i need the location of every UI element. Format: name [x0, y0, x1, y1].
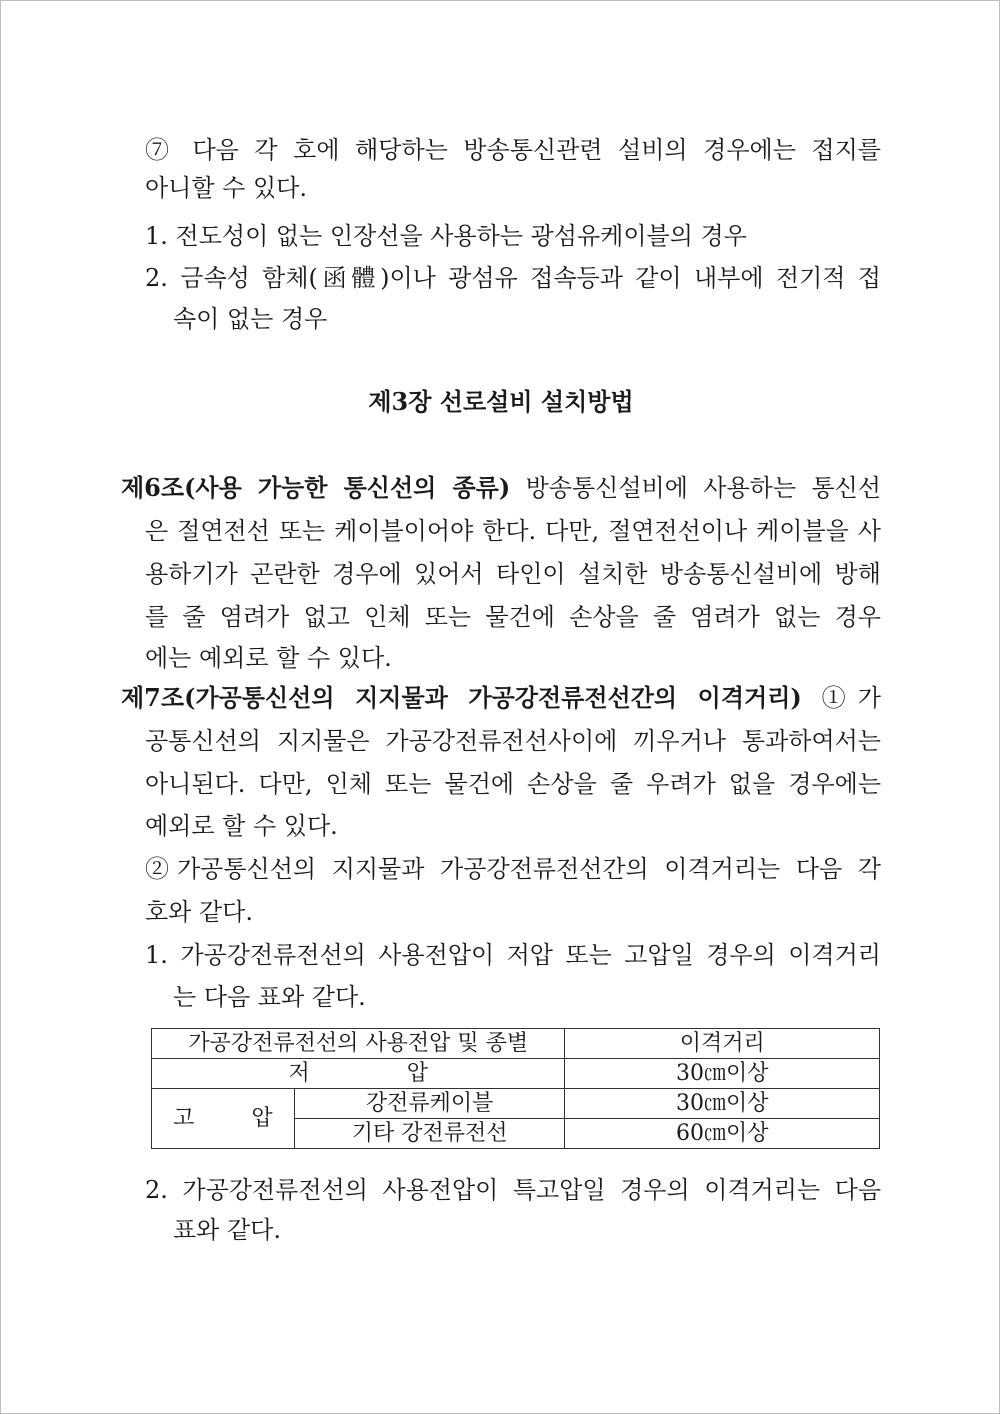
para7-item1: 1. 전도성이 없는 인장선을 사용하는 광섬유케이블의 경우	[145, 222, 747, 250]
article6-line2: 은 절연전선 또는 케이블이어야 한다. 다만, 절연전선이나 케이블을 사	[145, 517, 881, 545]
table-row	[152, 1089, 880, 1119]
article7-item1-line2: 는 다음 표와 같다.	[173, 983, 366, 1011]
table-cell-cable-distance: 30㎝이상	[565, 1089, 880, 1119]
article7-line3: 아니된다. 다만, 인체 또는 물건에 손상을 줄 우려가 없을 경우에는	[145, 770, 881, 798]
article6-heading: 제6조(사용 가능한 통신선의 종류)	[121, 473, 511, 502]
article7-line1	[121, 681, 881, 715]
para7-line2: 아니할 수 있다.	[145, 174, 307, 202]
para7-line1: ⑦ 다음 각 호에 해당하는 방송통신관련 설비의 경우에는 접지를	[145, 136, 881, 164]
article6-line1	[121, 471, 881, 505]
article7-item1-line1: 1. 가공강전류전선의 사용전압이 저압 또는 고압일 경우의 이격거리	[145, 941, 881, 969]
para7-item2-line1: 2. 금속성 함체(函體)이나 광섬유 접속등과 같이 내부에 전기적 접	[145, 264, 881, 292]
article7-line2: 공통신선의 지지물은 가공강전류전선사이에 끼우거나 통과하여서는	[145, 727, 881, 755]
table-cell-cable: 강전류케이블	[294, 1089, 565, 1119]
article6-line5: 에는 예외로 할 수 있다.	[145, 644, 392, 672]
table-header-row	[152, 1029, 880, 1059]
article7-item2-line1: 2. 가공강전류전선의 사용전압이 특고압일 경우의 이격거리는 다음	[145, 1176, 881, 1204]
article6-line4: 를 줄 염려가 없고 인체 또는 물건에 손상을 줄 염려가 없는 경우	[145, 603, 881, 631]
table-row	[152, 1059, 880, 1089]
para7-item2-line2: 속이 없는 경우	[173, 305, 328, 333]
article6-line3: 용하기가 곤란한 경우에 있어서 타인이 설치한 방송통신설비에 방해	[145, 560, 881, 588]
chapter-title: 제3장 선로설비 설치방법	[368, 387, 634, 416]
article7-para2-line2: 호와 같다.	[145, 898, 253, 926]
article6-line1-text: 방송통신설비에 사용하는 통신선	[510, 474, 881, 502]
article7-para2-line1: ②가공통신선의 지지물과 가공강전류전선간의 이격거리는 다음 각	[145, 855, 881, 883]
table-cell-low-voltage: 저 압	[152, 1059, 565, 1089]
article7-line4: 예외로 할 수 있다.	[145, 812, 338, 840]
article7-heading: 제7조(가공통신선의 지지물과 가공강전류전선간의 이격거리)	[121, 683, 802, 712]
article7-item2-line2: 표와 같다.	[173, 1216, 281, 1244]
table-header-voltage: 가공강전류전선의 사용전압 및 종별	[152, 1029, 565, 1059]
article7-line1-text: ①가	[801, 684, 881, 712]
table-cell-high-voltage: 고 압	[152, 1089, 295, 1149]
table-cell-other-distance: 60㎝이상	[565, 1119, 880, 1149]
table-header-distance: 이격거리	[565, 1029, 880, 1059]
table-cell-low-distance: 30㎝이상	[565, 1059, 880, 1089]
separation-distance-table	[151, 1028, 880, 1149]
table-cell-other-wire: 기타 강전류전선	[294, 1119, 565, 1149]
